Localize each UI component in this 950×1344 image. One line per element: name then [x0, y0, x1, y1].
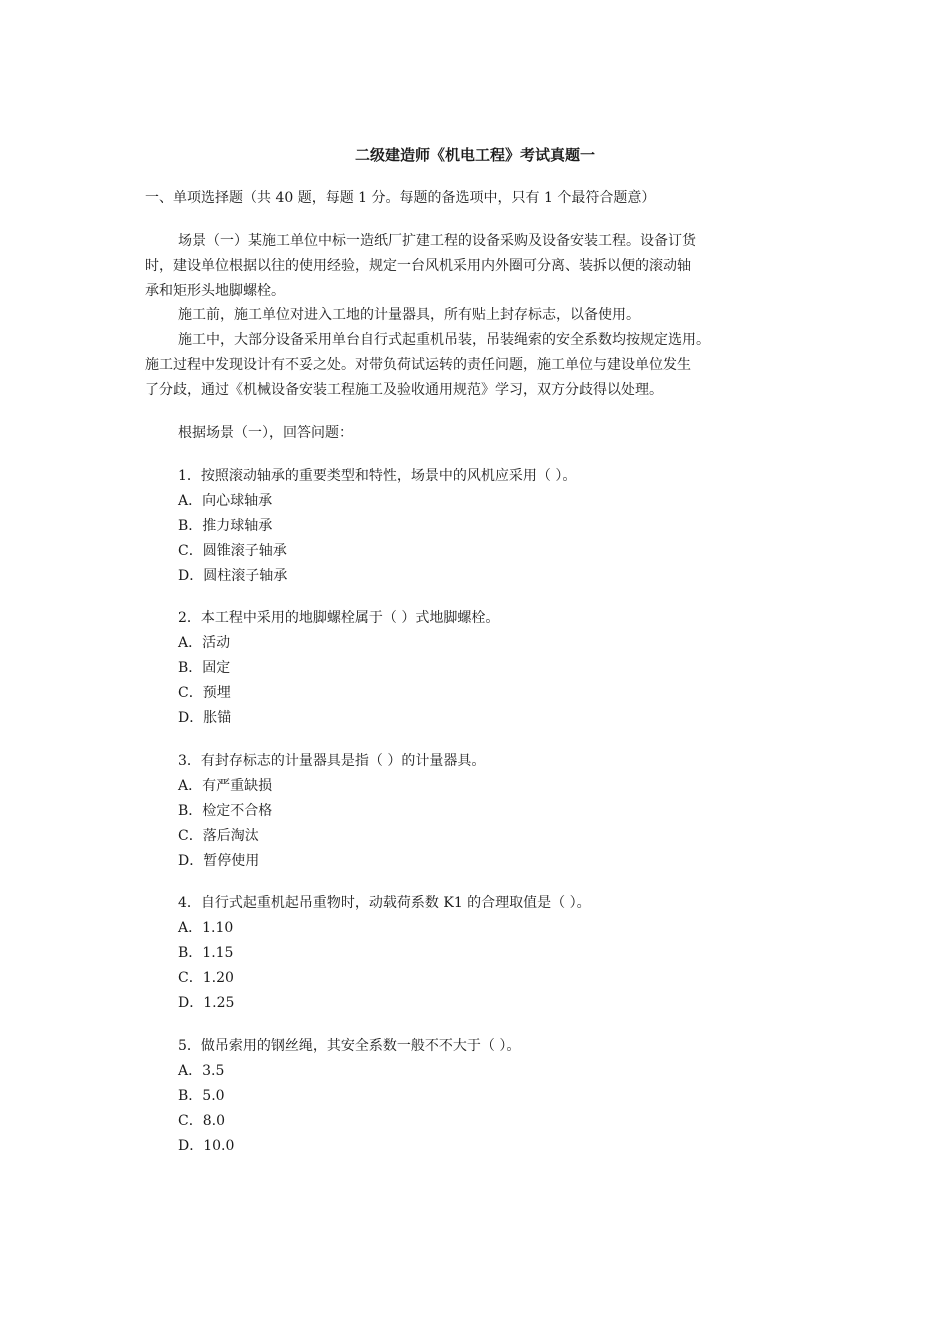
question-option: B．1.15: [178, 945, 234, 961]
question-option: B．固定: [178, 660, 231, 676]
question-option: D．圆柱滚子轴承: [178, 568, 288, 584]
scenario-line: 施工中，大部分设备采用单台自行式起重机吊装，吊装绳索的安全系数均按规定选用。: [178, 332, 710, 348]
question-stem: 2．本工程中采用的地脚螺栓属于（ ）式地脚螺栓。: [178, 610, 500, 626]
question-option: A．3.5: [178, 1063, 225, 1079]
scenario-line: 承和矩形头地脚螺栓。: [145, 283, 285, 299]
question-option: C．圆锥滚子轴承: [178, 543, 287, 559]
question-option: A．1.10: [178, 920, 234, 936]
question-option: C．落后淘汰: [178, 828, 259, 844]
question-stem: 4．自行式起重机起吊重物时，动载荷系数 K1 的合理取值是（ ）。: [178, 895, 591, 911]
question-stem: 3．有封存标志的计量器具是指（ ）的计量器具。: [178, 753, 486, 769]
question-option: D．胀锚: [178, 710, 232, 726]
scenario-line: 了分歧，通过《机械设备安装工程施工及验收通用规范》学习，双方分歧得以处理。: [145, 382, 663, 398]
scenario-line: 施工前，施工单位对进入工地的计量器具，所有贴上封存标志，以备使用。: [178, 307, 640, 323]
question-option: D．10.0: [178, 1138, 235, 1154]
document-title: 二级建造师《机电工程》考试真题一: [354, 146, 595, 164]
question-option: B．检定不合格: [178, 803, 273, 819]
question-stem: 1．按照滚动轴承的重要类型和特性，场景中的风机应采用（ ）。: [178, 468, 577, 484]
question-prompt: 根据场景（一），回答问题：: [178, 425, 353, 441]
question-option: C．预埋: [178, 685, 231, 701]
question-option: D．暂停使用: [178, 853, 260, 869]
question-option: D．1.25: [178, 995, 235, 1011]
question-option: B．推力球轴承: [178, 518, 273, 534]
question-option: B．5.0: [178, 1088, 225, 1104]
scenario-line: 时，建设单位根据以往的使用经验，规定一台风机采用内外圈可分离、装拆以便的滚动轴: [145, 258, 691, 274]
scenario-line: 施工过程中发现设计有不妥之处。对带负荷试运转的责任问题，施工单位与建设单位发生: [145, 357, 691, 373]
section-heading: 一、单项选择题（共 40 题，每题 1 分。每题的备选项中，只有 1 个最符合题意）: [145, 190, 656, 206]
question-option: A．有严重缺损: [178, 778, 273, 794]
question-option: C．8.0: [178, 1113, 225, 1129]
question-option: A．向心球轴承: [178, 493, 273, 509]
question-option: A．活动: [178, 635, 231, 651]
question-option: C．1.20: [178, 970, 234, 986]
scenario-line: 场景（一）某施工单位中标一造纸厂扩建工程的设备采购及设备安装工程。设备订货: [178, 233, 696, 249]
question-stem: 5．做吊索用的钢丝绳，其安全系数一般不不大于（ ）。: [178, 1038, 521, 1054]
